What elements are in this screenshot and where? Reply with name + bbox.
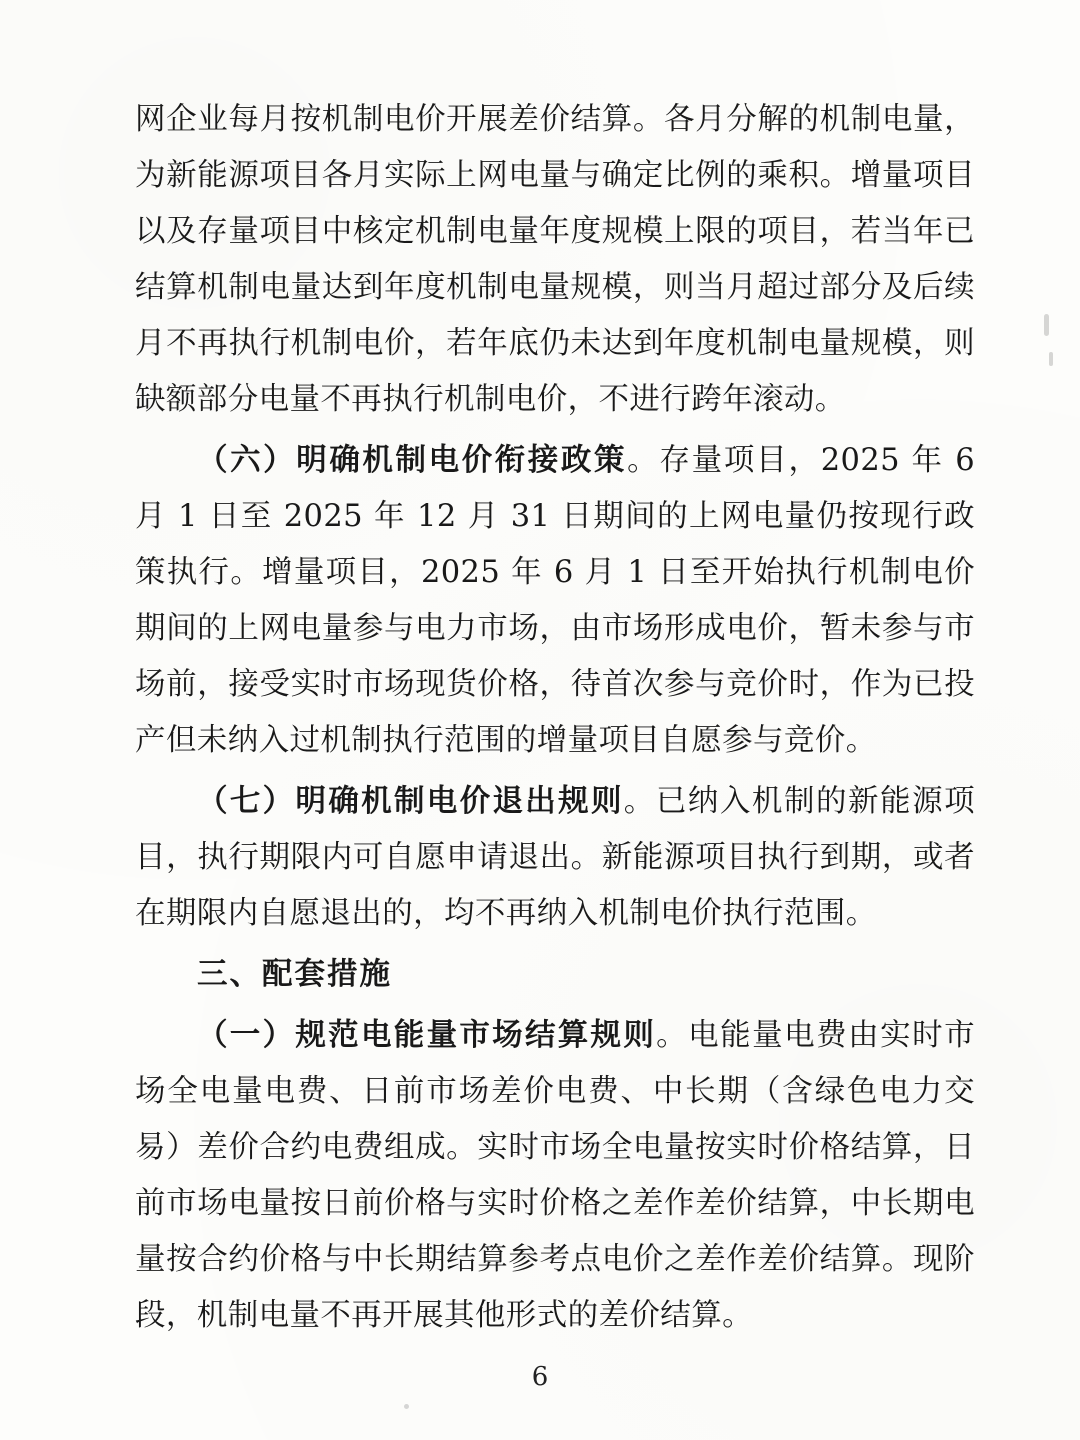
paragraph-3 xyxy=(135,773,975,942)
scan-speck xyxy=(1049,352,1053,366)
paragraph-2-text: 。存量项目，2025 年 6 月 1 日至 2025 年 12 月 31 日期间的上网电量仍按现行政策执行。增量项目，2025 年 6 月 1 日至开始执行机制电价期间的上网电量参与电力市场，由市场形成电价，暂未参与市场前，接受实时市场现货价格，待首次参与竞价时，作为已投产但未纳入过机制执行范围的增量项目自愿参与竞价。 xyxy=(135,443,976,758)
paragraph-3-heading: （七）明确机制电价退出规则 xyxy=(197,783,624,819)
page-number: 6 xyxy=(531,1362,549,1392)
paragraph-2-heading: （六）明确机制电价衔接政策 xyxy=(197,442,628,478)
paragraph-3-text: 。已纳入机制的新能源项目，执行期限内可自愿申请退出。新能源项目执行到期，或者在期限内自愿退出的，均不再纳入机制电价执行范围。 xyxy=(135,784,975,931)
scan-speck xyxy=(404,1404,409,1409)
paragraph-1 xyxy=(135,92,975,428)
section-heading-3 xyxy=(135,946,975,1003)
paragraph-5 xyxy=(135,1007,975,1344)
section-heading-3-text: 三、配套措施 xyxy=(197,956,392,992)
paragraph-1-text: 网企业每月按机制电价开展差价结算。各月分解的机制电量，为新能源项目各月实际上网电量与确定比例的乘积。增量项目以及存量项目中核定机制电量年度规模上限的项目，若当年已结算机制电量达到年度机制电量规模，则当月超过部分及后续月不再执行机制电价，若年底仍未达到年度机制电量规模，则缺额部分电量不再执行机制电价，不进行跨年滚动。 xyxy=(135,102,975,417)
paragraph-5-text: 。电能量电费由实时市场全电量电费、日前市场差价电费、中长期（含绿色电力交易）差价合约电费组成。实时市场全电量按实时价格结算，日前市场电量按日前价格与实时价格之差作差价结算，中长期电量按合约价格与中长期结算参考点电价之差作差价结算。现阶段，机制电量不再开展其他形式的差价结算。 xyxy=(135,1018,975,1333)
paragraph-2 xyxy=(135,432,975,769)
paragraph-5-heading: （一）规范电能量市场结算规则 xyxy=(197,1017,657,1053)
document-body xyxy=(135,92,975,1344)
scan-speck xyxy=(1044,314,1049,336)
